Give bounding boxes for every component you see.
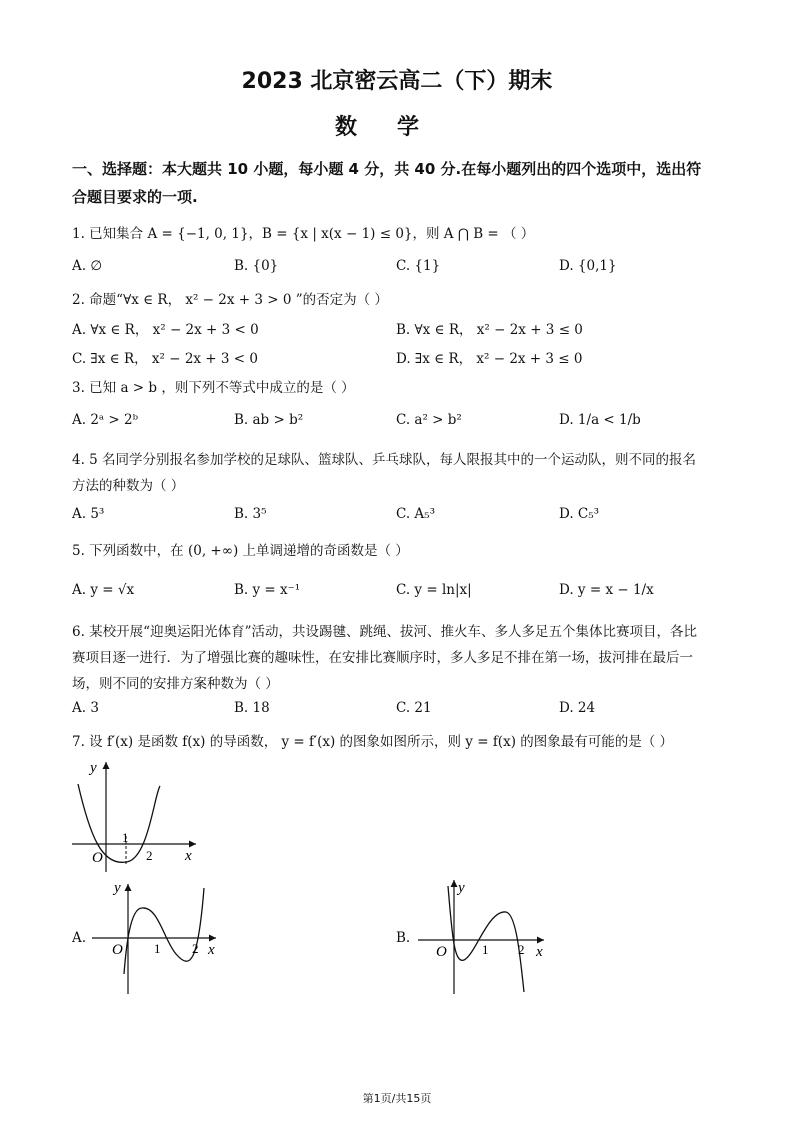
question-6-line3: 场，则不同的安排方案种数为（ ） (72, 676, 279, 692)
tick-2-label: 2 (518, 942, 525, 957)
question-4-line1: 4. 5 名同学分别报名参加学校的足球队、篮球队、乒乓球队，每人限报其中的一个运动队，则不同的报名 (72, 452, 697, 468)
q7-option-b: B. (396, 930, 411, 946)
q1-option-c: C. {1} (396, 258, 441, 274)
tick-2-label: 2 (192, 941, 199, 956)
question-7: 7. 设 f′(x) 是函数 f(x) 的导函数， y = f′(x) 的图象如图所示，则 y = f(x) 的图象最有可能的是（ ） (72, 734, 674, 750)
curve-a (124, 888, 204, 974)
question-6-line1: 6. 某校开展“迎奥运阳光体育”活动，共设踢毽、跳绳、拔河、推火车、多人多足五个集体比赛项目，各比 (72, 624, 697, 640)
q1-option-d: D. {0,1} (559, 258, 617, 274)
q1-option-b: B. {0} (234, 258, 279, 274)
q4-option-c: C. A₅³ (396, 506, 436, 522)
y-label: y (458, 880, 465, 896)
q3-option-a: A. 2ᵃ > 2ᵇ (72, 412, 139, 428)
y-label: y (114, 880, 121, 896)
q6-option-d: D. 24 (559, 700, 596, 716)
q2-option-c: C. ∃x ∈ R， x² − 2x + 3 < 0 (72, 351, 258, 367)
question-4-line2: 方法的种数为（ ） (72, 478, 185, 494)
origin-label: O (112, 942, 123, 958)
q2-option-a: A. ∀x ∈ R， x² − 2x + 3 < 0 (72, 322, 259, 338)
page-footer: 第1页/共15页 (362, 1092, 432, 1105)
question-2: 2. 命题“∀x ∈ R， x² − 2x + 3 > 0 ”的否定为（ ） (72, 292, 388, 308)
tick-1-label: 1 (482, 942, 489, 957)
derivative-graph (62, 756, 212, 876)
q3-option-c: C. a² > b² (396, 412, 462, 428)
y-label: y (90, 760, 97, 776)
page-title: 2023 北京密云高二（下）期末 (241, 69, 553, 94)
q6-option-c: C. 21 (396, 700, 432, 716)
origin-label: O (92, 850, 103, 866)
q4-option-d: D. C₅³ (559, 506, 600, 522)
option-b-graph (412, 874, 562, 998)
q5-option-c: C. y = ln|x| (396, 582, 472, 598)
section-heading-line2: 合题目要求的一项. (72, 188, 198, 206)
question-1: 1. 已知集合 A = {−1, 0, 1}，B = {x | x(x − 1) ≤ 0}，则 A ⋂ B = （ ） (72, 226, 535, 242)
tick-1-label: 1 (122, 830, 129, 845)
q4-option-a: A. 5³ (72, 506, 105, 522)
q7-option-a: A. (72, 930, 87, 946)
q2-option-d: D. ∃x ∈ R， x² − 2x + 3 ≤ 0 (396, 351, 583, 367)
x-label: x (185, 848, 192, 864)
q5-option-d: D. y = x − 1/x (559, 582, 654, 598)
option-a-graph (86, 878, 236, 998)
q5-option-b: B. y = x⁻¹ (234, 582, 301, 598)
q2-option-b: B. ∀x ∈ R， x² − 2x + 3 ≤ 0 (396, 322, 583, 338)
section-heading-line1: 一、选择题：本大题共 10 小题，每小题 4 分，共 40 分.在每小题列出的四个选项中，选出符 (72, 160, 702, 178)
question-5: 5. 下列函数中，在 (0, +∞) 上单调递增的奇函数是（ ） (72, 543, 409, 559)
q4-option-b: B. 3⁵ (234, 506, 267, 522)
tick-1-label: 1 (154, 941, 161, 956)
curve-b (448, 886, 524, 992)
question-6-line2: 赛项目逐一进行．为了增强比赛的趣味性，在安排比赛顺序时，多人多足不排在第一场，拔河排在最后一 (72, 650, 693, 666)
subject-title: 数学 (334, 115, 459, 140)
q5-option-a: A. y = √x (72, 582, 135, 598)
x-label: x (208, 942, 215, 958)
q3-option-b: B. ab > b² (234, 412, 304, 428)
x-label: x (536, 944, 543, 960)
origin-label: O (436, 944, 447, 960)
question-3: 3. 已知 a > b ，则下列不等式中成立的是（ ） (72, 380, 355, 396)
q6-option-a: A. 3 (72, 700, 99, 716)
q3-option-d: D. 1/a < 1/b (559, 412, 641, 428)
tick-2-label: 2 (146, 848, 153, 863)
q6-option-b: B. 18 (234, 700, 270, 716)
q1-option-a: A. ∅ (72, 258, 103, 274)
